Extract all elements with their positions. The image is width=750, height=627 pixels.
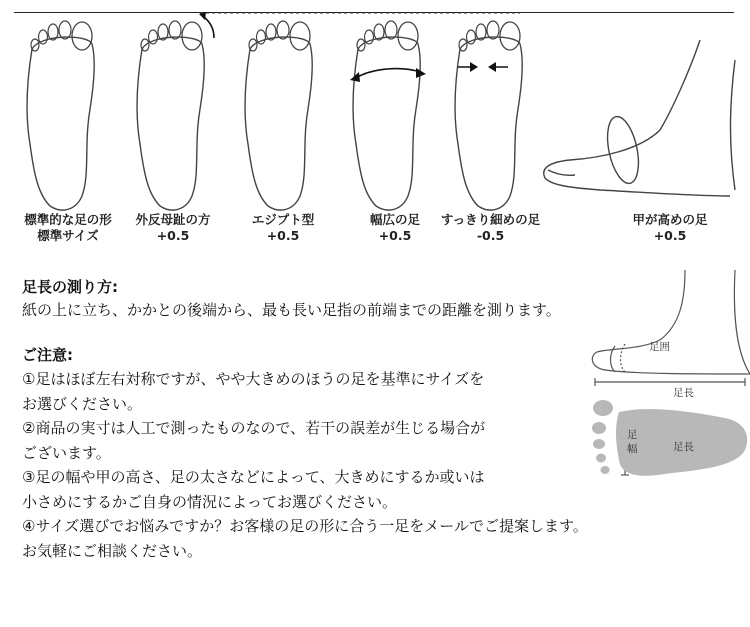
note-line: ①足はほぼ左右対称ですが、やや大きめのほうの足を基準にサイズを [22, 370, 485, 388]
size-adjustment: +0.5 [156, 228, 190, 243]
measurement-figure-svg [585, 270, 750, 500]
foot-bunion [137, 21, 204, 210]
foot-type-name: 標準的な足の形 [24, 212, 112, 227]
measure-heading: 足長の測り方: [22, 278, 118, 296]
figure-length-label-top: 足長 [673, 387, 694, 399]
note-line: ③足の幅や甲の高さ、足の太さなどによって、大きめにするか或いは [22, 468, 485, 486]
measure-text: 紙の上に立ち、かかとの後端から、最も長い足指の前端までの距離を測ります。 [22, 301, 561, 319]
foot-slim [455, 21, 522, 210]
foot-label-high-instep [610, 212, 730, 244]
note-line: お気軽にご相談ください。 [22, 541, 203, 560]
note-line: ④サイズ選びでお悩みですか？お客様の足の形に合う一足をメールでご提案します。 [22, 517, 588, 535]
foot-high-instep [544, 40, 735, 196]
note-line: ②商品の実寸は人工で測ったものなので、若干の誤差が生じる場合が [22, 419, 486, 437]
foot-label-egyptian [228, 212, 338, 244]
size-adjustment: -0.5 [476, 228, 505, 243]
foot-type-name: すっきり細めの足 [440, 212, 541, 227]
size-adjustment: +0.5 [266, 228, 300, 243]
measurement-figure [585, 270, 750, 500]
size-adjustment: +0.5 [653, 228, 687, 243]
foot-egyptian [245, 21, 312, 210]
foot-type-name: 甲が高めの足 [632, 212, 708, 227]
note-line: ございます。 [22, 443, 111, 462]
figure-width-label-1: 足 [627, 429, 638, 441]
foot-type-name: 外反母趾の方 [135, 212, 211, 227]
foot-type-name: エジプト型 [251, 212, 315, 227]
size-adjustment: +0.5 [378, 228, 412, 243]
figure-girth-label: 足囲 [649, 341, 670, 353]
notes-heading: ご注意: [22, 346, 73, 364]
foot-label-slim [428, 212, 553, 244]
foot-label-bunion [118, 212, 228, 244]
foot-standard [27, 21, 94, 210]
foot-label-standard [8, 212, 128, 244]
figure-length-label-bottom: 足長 [673, 441, 694, 453]
foot-wide [353, 21, 420, 210]
foot-type-sub: 標準サイズ [37, 228, 99, 243]
note-line: お選びください。 [22, 394, 143, 413]
foot-type-name: 幅広の足 [369, 212, 420, 227]
note-line: 小さめにするかご自身の情況によってお選びください。 [22, 492, 398, 511]
figure-width-label-2: 幅 [627, 443, 638, 455]
